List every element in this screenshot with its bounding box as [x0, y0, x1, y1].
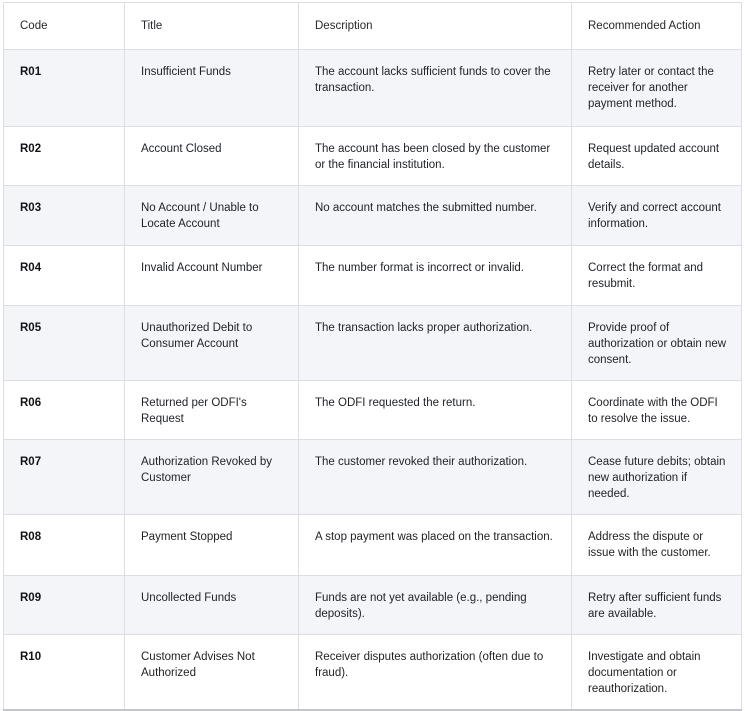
title-cell: Returned per ODFI's Request [125, 381, 299, 440]
title-cell: Unauthorized Debit to Consumer Account [125, 306, 299, 381]
action-cell: Cease future debits; obtain new authorization if needed. [572, 440, 742, 515]
column-header-title: Title [125, 3, 299, 50]
description-cell: The account lacks sufficient funds to cover the transaction. [299, 50, 572, 127]
table-row [4, 50, 742, 127]
return-codes-table [3, 2, 742, 711]
column-header-code: Code [4, 3, 125, 50]
table-row [4, 306, 742, 381]
table-row [4, 515, 742, 576]
header-row [4, 3, 742, 50]
title-cell: Uncollected Funds [125, 576, 299, 635]
column-header-recommended-action: Recommended Action [572, 3, 742, 50]
title-cell: Payment Stopped [125, 515, 299, 576]
title-cell: Account Closed [125, 127, 299, 186]
description-cell: Funds are not yet available (e.g., pending deposits). [299, 576, 572, 635]
description-cell: The transaction lacks proper authorization. [299, 306, 572, 381]
code-cell: R03 [4, 186, 125, 246]
description-cell: Receiver disputes authorization (often due to fraud). [299, 635, 572, 711]
title-cell: Invalid Account Number [125, 246, 299, 306]
table-row [4, 381, 742, 440]
table-row [4, 576, 742, 635]
title-cell: No Account / Unable to Locate Account [125, 186, 299, 246]
table-header [4, 3, 742, 50]
description-cell: The account has been closed by the customer or the financial institution. [299, 127, 572, 186]
table-row [4, 127, 742, 186]
table-body [4, 50, 742, 711]
action-cell: Address the dispute or issue with the customer. [572, 515, 742, 576]
description-cell: The number format is incorrect or invalid. [299, 246, 572, 306]
table-row [4, 635, 742, 711]
column-header-description: Description [299, 3, 572, 50]
description-cell: A stop payment was placed on the transaction. [299, 515, 572, 576]
action-cell: Coordinate with the ODFI to resolve the issue. [572, 381, 742, 440]
table-row [4, 186, 742, 246]
title-cell: Insufficient Funds [125, 50, 299, 127]
code-cell: R05 [4, 306, 125, 381]
description-cell: The ODFI requested the return. [299, 381, 572, 440]
action-cell: Verify and correct account information. [572, 186, 742, 246]
action-cell: Investigate and obtain documentation or reauthorization. [572, 635, 742, 711]
code-cell: R07 [4, 440, 125, 515]
action-cell: Provide proof of authorization or obtain new consent. [572, 306, 742, 381]
code-cell: R06 [4, 381, 125, 440]
table-row [4, 440, 742, 515]
code-cell: R08 [4, 515, 125, 576]
title-cell: Customer Advises Not Authorized [125, 635, 299, 711]
description-cell: The customer revoked their authorization. [299, 440, 572, 515]
table-row [4, 246, 742, 306]
action-cell: Request updated account details. [572, 127, 742, 186]
code-cell: R02 [4, 127, 125, 186]
description-cell: No account matches the submitted number. [299, 186, 572, 246]
code-cell: R01 [4, 50, 125, 127]
title-cell: Authorization Revoked by Customer [125, 440, 299, 515]
code-cell: R10 [4, 635, 125, 711]
code-cell: R09 [4, 576, 125, 635]
action-cell: Retry later or contact the receiver for another payment method. [572, 50, 742, 127]
action-cell: Retry after sufficient funds are available. [572, 576, 742, 635]
code-cell: R04 [4, 246, 125, 306]
action-cell: Correct the format and resubmit. [572, 246, 742, 306]
